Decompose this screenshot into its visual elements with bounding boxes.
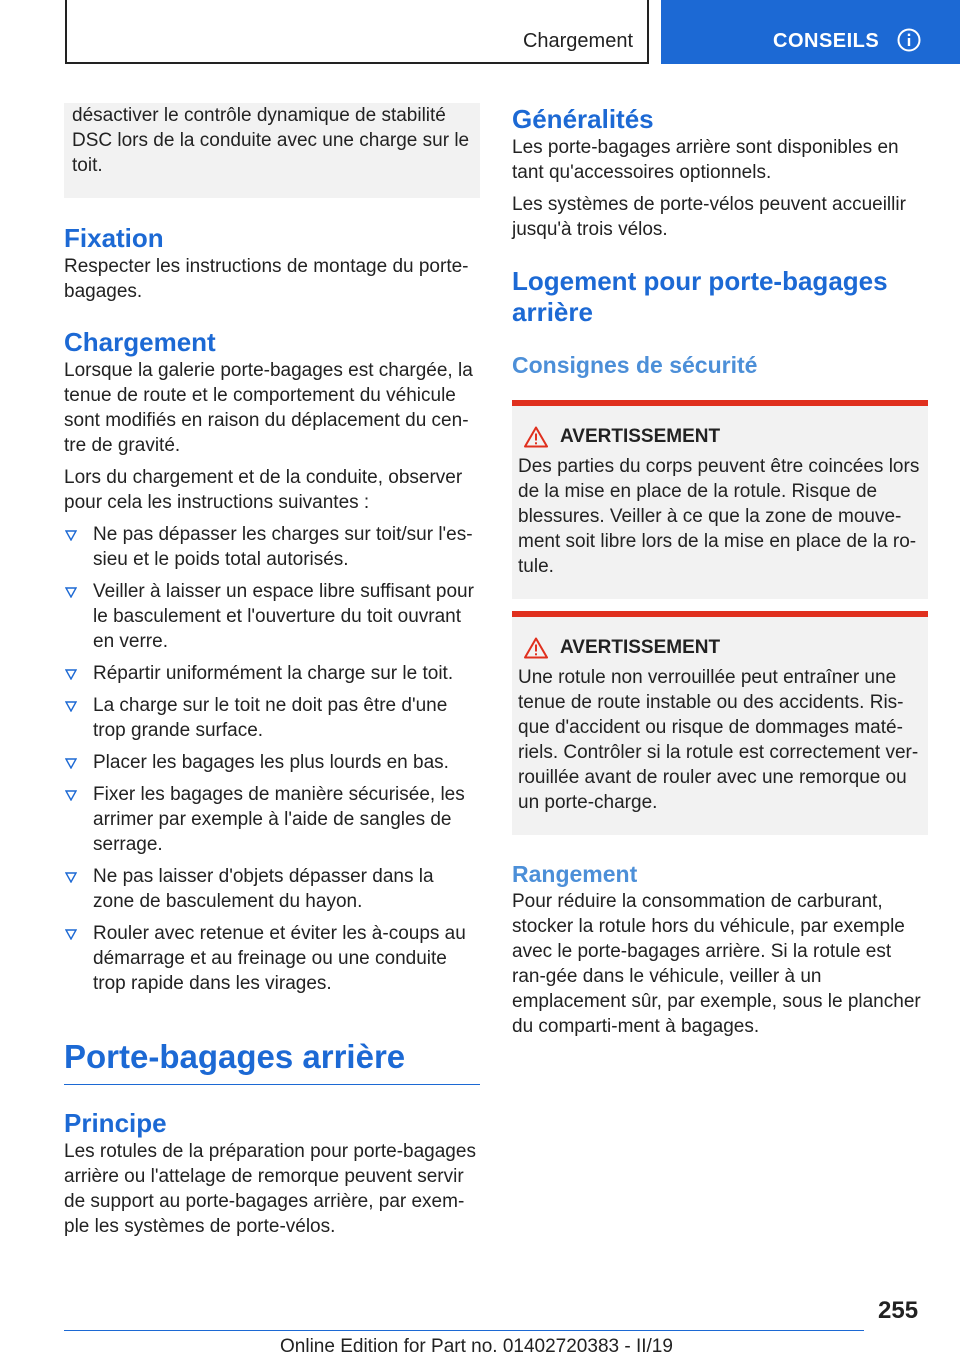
- logement-heading: Logement pour porte-bagages arrière: [512, 266, 888, 327]
- bullet-text: Répartir uniformément la charge sur le toit.: [93, 663, 454, 684]
- list-item: [64, 864, 480, 914]
- triangle-bullet-icon: [65, 669, 77, 680]
- header-tab-label: CONSEILS: [773, 30, 880, 52]
- triangle-bullet-icon: [65, 929, 77, 940]
- warning-triangle-icon: [524, 426, 548, 448]
- header-tab[interactable]: [661, 0, 960, 64]
- consignes-heading: Consignes de sécurité: [512, 352, 758, 378]
- header-section-title: Chargement: [522, 30, 633, 52]
- principe-text: Les rotules de la préparation pour porte-bagages arrière ou l'attelage de remorque peuvent servir de support au porte-bagages arrière, par exem-ple les systèmes de porte-vélos.: [64, 1141, 476, 1237]
- chargement-paragraph-1: Lorsque la galerie porte-bagages est chargée, la tenue de route et le comportement du véhicule sont modifiés en raison du déplacement du cen-tre de gravité.: [64, 360, 473, 456]
- triangle-bullet-icon: [65, 701, 77, 712]
- continued-note-text: désactiver le contrôle dynamique de stabilité DSC lors de la conduite avec une charge sur le toit.: [72, 105, 470, 176]
- rangement-text: Pour réduire la consommation de carburant, stocker la rotule hors du véhicule, par exemple avec le porte-bagages arrière. Si la rotule est ran-gée dans le véhicule, veiller à un emplacement sûr, par exemple, sous le plancher du comparti-ment à bagages.: [512, 891, 921, 1037]
- info-icon: [897, 28, 921, 52]
- generalites-paragraph-1: Les porte-bagages arrière sont disponibles en tant qu'accessoires optionnels.: [512, 137, 899, 183]
- principe-heading: Principe: [64, 1108, 167, 1138]
- warning-title: AVERTISSEMENT: [560, 637, 721, 658]
- list-item: [64, 750, 480, 775]
- triangle-bullet-icon: [65, 872, 77, 883]
- warning-title: AVERTISSEMENT: [560, 426, 721, 447]
- list-item: [64, 782, 480, 857]
- list-item: [64, 693, 480, 743]
- warning-title-row: [518, 637, 922, 659]
- warning-triangle-icon: [524, 637, 548, 659]
- chargement-bullet-list: [64, 522, 480, 996]
- triangle-bullet-icon: [65, 790, 77, 801]
- warning-box-2: [512, 611, 928, 835]
- generalites-heading: Généralités: [512, 104, 654, 134]
- triangle-bullet-icon: [65, 587, 77, 598]
- warning-title-row: [518, 426, 922, 448]
- list-item: [64, 661, 480, 686]
- chargement-heading: Chargement: [64, 327, 216, 357]
- bullet-text: La charge sur le toit ne doit pas être d'une trop grande surface.: [93, 695, 448, 741]
- bullet-text: Placer les bagages les plus lourds en bas.: [93, 752, 449, 773]
- warning-box-1: [512, 400, 928, 599]
- triangle-bullet-icon: [65, 758, 77, 769]
- footer-edition-text: Online Edition for Part no. 01402720383 - II/19: [280, 1336, 673, 1357]
- left-column: [64, 103, 480, 1239]
- footer-divider: [64, 1330, 864, 1331]
- warning-text: Des parties du corps peuvent être coincées lors de la mise en place de la rotule. Risque de blessures. Veiller à ce que la zone de mouve-ment soit libre lors de la mise en place de la ro-tule.: [518, 456, 920, 577]
- section-divider: [64, 1084, 480, 1085]
- fixation-heading: Fixation: [64, 223, 164, 253]
- section-heading: Porte-bagages arrière: [64, 1038, 406, 1075]
- bullet-text: Rouler avec retenue et éviter les à-coups au démarrage et au freinage ou une conduite trop rapide dans les virages.: [93, 923, 466, 994]
- list-item: [64, 579, 480, 654]
- bullet-text: Fixer les bagages de manière sécurisée, les arrimer par exemple à l'aide de sangles de serrage.: [93, 784, 465, 855]
- warning-text: Une rotule non verrouillée peut entraîner une tenue de route instable ou des accidents. Ris-que d'accident ou risque de dommages maté-riels. Contrôler si la rotule est correctement ver-rouillée avant de rouler avec une remorque ou un porte-charge.: [518, 667, 919, 813]
- right-column: [512, 103, 928, 1039]
- rangement-heading: Rangement: [512, 861, 638, 887]
- generalites-paragraph-2: Les systèmes de porte-vélos peuvent accueillir jusqu'à trois vélos.: [512, 194, 906, 240]
- list-item: [64, 522, 480, 572]
- triangle-bullet-icon: [65, 530, 77, 541]
- bullet-text: Veiller à laisser un espace libre suffisant pour le basculement et l'ouverture du toit ouvrant en verre.: [93, 581, 474, 652]
- list-item: [64, 921, 480, 996]
- header-section-box: [65, 0, 649, 64]
- continued-note-box: [64, 103, 480, 198]
- bullet-text: Ne pas laisser d'objets dépasser dans la zone de basculement du hayon.: [93, 866, 434, 912]
- bullet-text: Ne pas dépasser les charges sur toit/sur l'es-sieu et le poids total autorisés.: [93, 524, 473, 570]
- page-number: 255: [878, 1297, 919, 1324]
- chargement-paragraph-2: Lors du chargement et de la conduite, observer pour cela les instructions suivantes :: [64, 467, 463, 513]
- fixation-text: Respecter les instructions de montage du porte-bagages.: [64, 256, 469, 302]
